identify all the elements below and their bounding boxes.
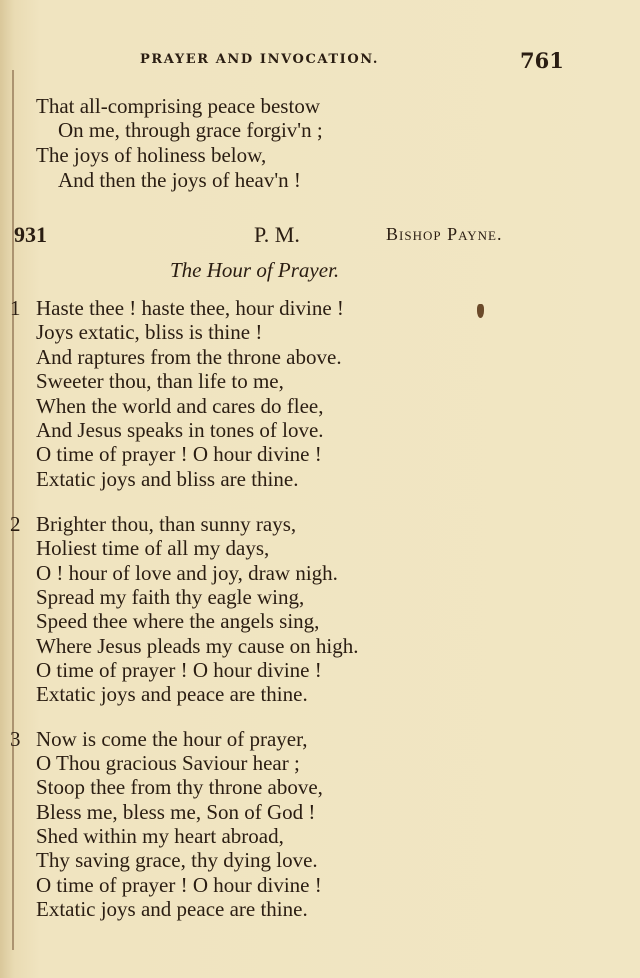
verse-line: Extatic joys and bliss are thine. bbox=[36, 467, 299, 491]
gutter-line bbox=[12, 70, 14, 950]
hymn-heading bbox=[0, 222, 640, 250]
verse-line: When the world and cares do flee, bbox=[36, 394, 324, 418]
verse-line: Spread my faith thy eagle wing, bbox=[36, 585, 305, 609]
verse-line: Sweeter thou, than life to me, bbox=[36, 369, 284, 393]
verse-line: That all-comprising peace bestow bbox=[36, 94, 320, 118]
hymn-meter: P. M. bbox=[254, 222, 300, 247]
page-number: 761 bbox=[520, 48, 564, 73]
verse-line: Haste thee ! haste thee, hour divine ! bbox=[36, 296, 344, 320]
verse-line: Shed within my heart abroad, bbox=[36, 824, 284, 848]
verse-line: O ! hour of love and joy, draw nigh. bbox=[36, 561, 338, 585]
verse-line: And Jesus speaks in tones of love. bbox=[36, 418, 324, 442]
verse-line: And raptures from the throne above. bbox=[36, 345, 342, 369]
stanza-number: 3 bbox=[10, 727, 21, 751]
stanza-number: 2 bbox=[10, 512, 21, 536]
verse-line: And then the joys of heav'n ! bbox=[58, 168, 301, 192]
verse-line: O Thou gracious Saviour hear ; bbox=[36, 751, 300, 775]
ink-blot bbox=[477, 304, 484, 318]
stanza-number: 1 bbox=[10, 296, 21, 320]
page-header bbox=[0, 48, 640, 72]
hymn-number: 931 bbox=[14, 222, 47, 247]
verse-line: Stoop thee from thy throne above, bbox=[36, 775, 323, 799]
verse-line: Where Jesus pleads my cause on high. bbox=[36, 634, 359, 658]
verse-line: O time of prayer ! O hour divine ! bbox=[36, 658, 322, 682]
verse-line: Joys extatic, bliss is thine ! bbox=[36, 320, 263, 344]
running-head: PRAYER AND INVOCATION. bbox=[140, 52, 380, 67]
verse-line: Thy saving grace, thy dying love. bbox=[36, 848, 318, 872]
verse-line: Extatic joys and peace are thine. bbox=[36, 682, 308, 706]
verse-line: Brighter thou, than sunny rays, bbox=[36, 512, 297, 536]
verse-line: Holiest time of all my days, bbox=[36, 536, 270, 560]
hymn-title: The Hour of Prayer. bbox=[170, 258, 340, 282]
verse-line: On me, through grace forgiv'n ; bbox=[58, 118, 323, 142]
verse-line: Speed thee where the angels sing, bbox=[36, 609, 320, 633]
hymn-author: Bishop Payne. bbox=[386, 224, 503, 244]
verse-line: O time of prayer ! O hour divine ! bbox=[36, 873, 322, 897]
verse-line: Bless me, bless me, Son of God ! bbox=[36, 800, 316, 824]
verse-line: The joys of holiness below, bbox=[36, 143, 267, 167]
verse-line: O time of prayer ! O hour divine ! bbox=[36, 442, 322, 466]
verse-line: Extatic joys and peace are thine. bbox=[36, 897, 308, 921]
verse-line: Now is come the hour of prayer, bbox=[36, 727, 308, 751]
